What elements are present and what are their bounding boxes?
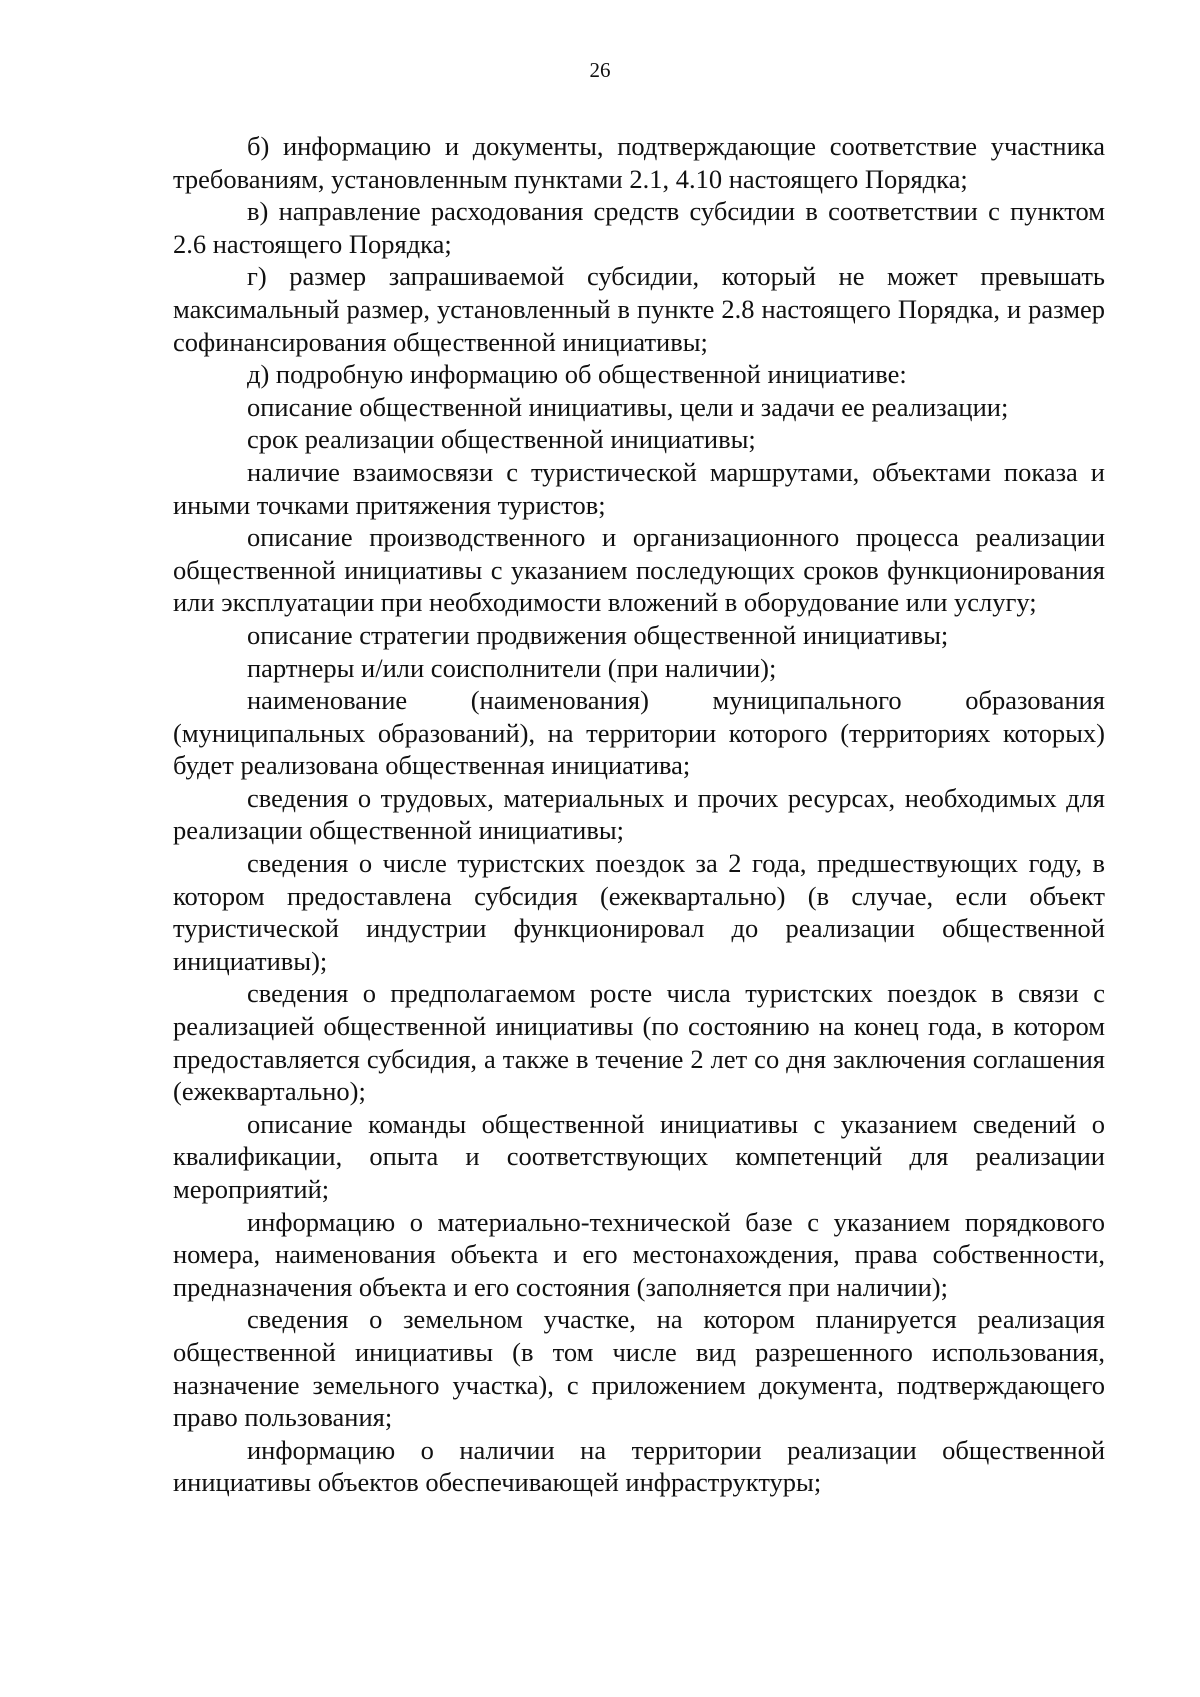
list-item: описание производственного и организационного процесса реализации общественной инициативы с указанием последующих сроков функционирования или эксплуатации при необходимости вложений в оборудование или услугу; bbox=[173, 522, 1105, 618]
paragraph-d: д) подробную информацию об общественной инициативе: bbox=[247, 359, 907, 390]
list-item: сведения о числе туристских поездок за 2 года, предшествующих году, в котором предоставлена субсидия (ежеквартально) (в случае, если объект туристической индустрии функционировал до реализации общественной инициативы); bbox=[173, 848, 1105, 976]
list-item: сведения о трудовых, материальных и прочих ресурсах, необходимых для реализации общественной инициативы; bbox=[173, 782, 1105, 846]
list-item: наличие взаимосвязи с туристической маршрутами, объектами показа и иными точками притяжения туристов; bbox=[173, 456, 1105, 520]
paragraph-g: г) размер запрашиваемой субсидии, который не может превышать максимальный размер, установленный в пункте 2.8 настоящего Порядка, и размер софинансирования общественной инициативы; bbox=[173, 261, 1105, 357]
paragraph-v: в) направление расходования средств субсидии в соответствии с пунктом 2.6 настоящего Порядка; bbox=[173, 196, 1105, 259]
list-item: срок реализации общественной инициативы; bbox=[247, 424, 756, 455]
list-item: наименование (наименования) муниципального образования (муниципальных образований), на территории которого (территориях которых) будет реализована общественная инициатива; bbox=[173, 685, 1105, 781]
list-item: информацию о материально-технической базе с указанием порядкового номера, наименования объекта и его местонахождения, права собственности, предназначения объекта и его состояния (заполняется при наличии); bbox=[173, 1206, 1105, 1302]
paragraph-b: б) информацию и документы, подтверждающие соответствие участника требованиям, установленным пунктами 2.1, 4.10 настоящего Порядка; bbox=[173, 131, 1105, 194]
list-item: описание общественной инициативы, цели и задачи ее реализации; bbox=[247, 391, 1009, 422]
list-item: сведения о предполагаемом росте числа туристских поездок в связи с реализацией общественной инициативы (по состоянию на конец года, в котором предоставляется субсидия, а также в течение 2 лет со дня заключения соглашения (ежеквартально); bbox=[173, 978, 1105, 1107]
list-item: описание стратегии продвижения общественной инициативы; bbox=[247, 619, 949, 650]
list-item: информацию о наличии на территории реализации общественной инициативы объектов обеспечивающей инфраструктуры; bbox=[173, 1434, 1105, 1498]
list-item: партнеры и/или соисполнители (при наличии); bbox=[247, 652, 777, 683]
list-item: сведения о земельном участке, на котором планируется реализация общественной инициативы (в том числе вид разрешенного использования, назначение земельного участка), с приложением документа, подтверждающего право пользования; bbox=[173, 1304, 1105, 1433]
document-body bbox=[173, 130, 1105, 1499]
page-number: 26 bbox=[589, 58, 611, 82]
list-item: описание команды общественной инициативы с указанием сведений о квалификации, опыта и соответствующих компетенций для реализации мероприятий; bbox=[173, 1108, 1105, 1204]
